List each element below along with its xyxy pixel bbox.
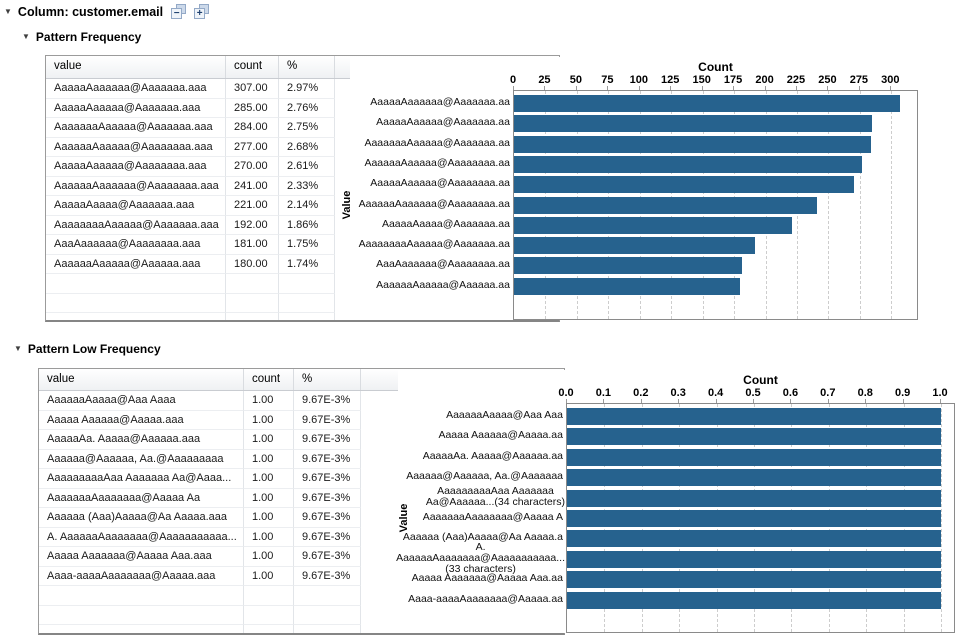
cell-value[interactable] [46, 274, 226, 294]
cell-percent[interactable]: 1.75% [279, 235, 335, 255]
column-header-count[interactable]: count [244, 369, 294, 390]
bar[interactable] [567, 449, 941, 466]
disclosure-triangle-icon[interactable]: ▼ [22, 32, 30, 41]
cell-count[interactable] [226, 294, 279, 314]
cell-percent[interactable] [279, 313, 335, 322]
bar[interactable] [567, 592, 941, 609]
column-outline-header [4, 4, 209, 19]
x-tick-label: 200 [755, 74, 774, 86]
cell-percent[interactable]: 1.74% [279, 255, 335, 275]
expand-all-icon[interactable] [194, 4, 209, 19]
cell-count[interactable]: 1.00 [244, 450, 294, 470]
column-header-value[interactable]: value [39, 369, 244, 390]
cell-percent[interactable]: 9.67E-3% [294, 528, 361, 548]
y-axis-label: AaaaaaAaaaaa@Aaaaaa.aa [376, 278, 510, 291]
pattern-frequency-header [22, 30, 141, 44]
cell-value[interactable] [39, 625, 244, 635]
cell-count[interactable]: 1.00 [244, 567, 294, 587]
collapse-all-minus: − [171, 8, 182, 19]
x-tick-label: 250 [818, 74, 837, 86]
bar[interactable] [514, 257, 742, 274]
x-tick-label: 0 [509, 74, 517, 86]
pattern-low-frequency-chart [398, 370, 957, 633]
y-axis-label: Aaaaa Aaaaaaa@Aaaaa Aaa.aa [411, 572, 563, 585]
y-axis-label: AaaaaaaaaAaa Aaaaaaa Aa@Aaaaaa...(34 characters) [425, 485, 565, 509]
count-axis-title: Count [698, 60, 733, 74]
bar[interactable] [567, 551, 941, 568]
cell-count[interactable] [244, 606, 294, 626]
cell-value[interactable]: AaaaaaAaaaaa@Aaaaaaaa.aaa [46, 138, 226, 158]
cell-percent[interactable]: 9.67E-3% [294, 411, 361, 431]
cell-count[interactable]: 180.00 [226, 255, 279, 275]
cell-percent[interactable]: 2.68% [279, 138, 335, 158]
x-tick-label: 125 [661, 74, 680, 86]
cell-percent[interactable]: 9.67E-3% [294, 430, 361, 450]
count-axis-title: Count [743, 373, 778, 387]
gridline [941, 404, 942, 632]
cell-percent[interactable] [279, 274, 335, 294]
y-axis-label: AaaaaAaaaaa@Aaaaaaa.aa [376, 116, 510, 129]
plot-area [513, 90, 918, 320]
x-tick-label: 225 [786, 74, 806, 86]
cell-value[interactable]: AaaaaAaaaaa@Aaaaaaaa.aaa [46, 157, 226, 177]
cell-percent[interactable]: 2.14% [279, 196, 335, 216]
cell-percent[interactable] [294, 625, 361, 635]
bar[interactable] [567, 571, 941, 588]
cell-percent[interactable]: 9.67E-3% [294, 547, 361, 567]
cell-percent[interactable]: 2.76% [279, 99, 335, 119]
pattern-low-frequency-header [14, 342, 161, 356]
cell-value[interactable]: Aaaaaa (Aaa)Aaaaa@Aa Aaaaa.aaa [39, 508, 244, 528]
cell-value[interactable]: AaaAaaaaaa@Aaaaaaaa.aaa [46, 235, 226, 255]
x-tick-label: 150 [692, 74, 711, 86]
cell-value[interactable] [46, 294, 226, 314]
cell-percent[interactable]: 2.97% [279, 79, 335, 99]
y-axis-label: AaaaaAaaaa@Aaaaaaa.aa [381, 217, 510, 230]
bar[interactable] [514, 136, 871, 153]
cell-count[interactable]: 1.00 [244, 489, 294, 509]
cell-percent[interactable]: 2.75% [279, 118, 335, 138]
cell-count[interactable]: 1.00 [244, 469, 294, 489]
cell-count[interactable]: 307.00 [226, 79, 279, 99]
cell-count[interactable]: 1.00 [244, 528, 294, 548]
cell-count[interactable]: 241.00 [226, 177, 279, 197]
section-title: Pattern Low Frequency [27, 342, 161, 356]
x-tick-label: 1.0 [932, 387, 948, 399]
cell-value[interactable]: Aaaaa Aaaaaaa@Aaaaa Aaa.aaa [39, 547, 244, 567]
y-axis-label: AaaaaAaaaaaa@Aaaaaaa.aa [370, 96, 510, 108]
bar[interactable] [514, 278, 740, 295]
x-tick-label: 0.7 [820, 387, 836, 399]
column-header-count[interactable]: count [226, 56, 279, 78]
cell-value[interactable] [46, 313, 226, 322]
y-axis-label: AaaaaaAaaaaaa@Aaaaaaaa.aa [358, 197, 510, 210]
gridline [891, 91, 892, 319]
cell-count[interactable] [226, 274, 279, 294]
collapse-all-icon[interactable] [171, 4, 186, 19]
cell-count[interactable]: 221.00 [226, 196, 279, 216]
cell-count[interactable]: 1.00 [244, 547, 294, 567]
bar[interactable] [514, 197, 817, 214]
cell-value[interactable]: AaaaaAa. Aaaaa@Aaaaaa.aaa [39, 430, 244, 450]
disclosure-triangle-icon[interactable]: ▼ [4, 6, 12, 16]
cell-percent[interactable]: 1.86% [279, 216, 335, 236]
section-title: Pattern Frequency [35, 30, 142, 44]
y-axis-label: AaaAaaaaaa@Aaaaaaaa.aa [376, 258, 510, 271]
column-header-pct[interactable]: % [279, 56, 335, 78]
y-axis-label: AaaaaaaAaaaaa@Aaaaaaa.aa [364, 136, 510, 149]
x-tick-label: 0.6 [782, 387, 799, 399]
cell-value[interactable]: AaaaaaAaaaa@Aaa Aaaa [39, 391, 244, 411]
cell-count[interactable] [244, 586, 294, 606]
column-header-value[interactable]: value [46, 56, 226, 78]
bar[interactable] [567, 490, 941, 507]
y-axis-label: AaaaaaaaAaaaaa@Aaaaaaa.aa [358, 238, 510, 251]
cell-count[interactable]: 1.00 [244, 430, 294, 450]
x-tick-label: 0.3 [670, 387, 686, 399]
cell-value[interactable]: AaaaaAaaaaa@Aaaaaaa.aaa [46, 99, 226, 119]
x-tick-label: 0.0 [558, 387, 574, 399]
cell-value[interactable]: AaaaaaAaaaaa@Aaaaaa.aaa [46, 255, 226, 275]
cell-count[interactable]: 192.00 [226, 216, 279, 236]
cell-value[interactable]: Aaaa-aaaaAaaaaaaa@Aaaaa.aaa [39, 567, 244, 587]
cell-count[interactable]: 1.00 [244, 508, 294, 528]
cell-value[interactable]: AaaaaAaaaaaa@Aaaaaaa.aaa [46, 79, 226, 99]
x-tick-label: 0.5 [745, 387, 761, 399]
x-tick-label: 175 [723, 74, 743, 86]
x-tick-label: 25 [538, 74, 551, 86]
cell-percent[interactable]: 9.67E-3% [294, 508, 361, 528]
y-axis-label: A. AaaaaaAaaaaaaa@Aaaaaaaaaaa... (33 characters) [396, 540, 565, 575]
cell-value[interactable]: AaaaaaAaaaaaa@Aaaaaaaa.aaa [46, 177, 226, 197]
cell-percent[interactable] [279, 294, 335, 314]
cell-percent[interactable]: 9.67E-3% [294, 489, 361, 509]
cell-count[interactable]: 1.00 [244, 391, 294, 411]
column-title: Column: customer.email [17, 4, 164, 19]
cell-percent[interactable]: 9.67E-3% [294, 469, 361, 489]
y-axis-label: Aaaaaa@Aaaaaa, Aa.@Aaaaaaa [406, 470, 563, 483]
cell-percent[interactable]: 2.61% [279, 157, 335, 177]
column-header-pct[interactable]: % [294, 369, 361, 390]
cell-count[interactable]: 277.00 [226, 138, 279, 158]
cell-value[interactable]: AaaaaAaaaa@Aaaaaaa.aaa [46, 196, 226, 216]
cell-count[interactable]: 270.00 [226, 157, 279, 177]
cell-value[interactable] [39, 586, 244, 606]
disclosure-triangle-icon[interactable]: ▼ [14, 344, 22, 353]
x-tick-label: 75 [601, 74, 614, 86]
x-tick-label: 0.9 [894, 387, 911, 399]
y-axis-label: AaaaaAa. Aaaaa@Aaaaaa.aa [422, 449, 563, 462]
cell-value[interactable]: AaaaaaaaaAaa Aaaaaaa Aa@Aaaa... [39, 469, 244, 489]
y-axis-label: AaaaaaaAaaaaaaa@Aaaaa A [422, 511, 563, 523]
value-axis-title: Value [341, 190, 353, 220]
bar[interactable] [514, 95, 900, 112]
cell-count[interactable] [244, 625, 294, 635]
x-tick-label: 0.1 [595, 387, 612, 399]
pattern-frequency-chart [341, 57, 918, 320]
expand-all-plus: + [194, 8, 205, 19]
cell-percent[interactable] [294, 586, 361, 606]
cell-value[interactable]: A. AaaaaaAaaaaaaa@Aaaaaaaaaaa... [39, 528, 244, 548]
x-tick-label: 100 [629, 74, 648, 86]
plot-area [566, 403, 955, 633]
cell-value[interactable] [39, 606, 244, 626]
x-tick-label: 300 [881, 74, 900, 86]
cell-count[interactable]: 285.00 [226, 99, 279, 119]
cell-percent[interactable]: 9.67E-3% [294, 391, 361, 411]
bar[interactable] [567, 510, 941, 527]
bar[interactable] [514, 176, 854, 193]
y-axis-label: Aaaa-aaaaAaaaaaaa@Aaaaa.aa [408, 592, 563, 605]
bar[interactable] [514, 156, 862, 173]
cell-value[interactable]: Aaaaa Aaaaaa@Aaaaa.aaa [39, 411, 244, 431]
x-tick-label: 0.8 [857, 387, 873, 399]
y-axis-label: Aaaaa Aaaaaa@Aaaaa.aa [438, 429, 563, 442]
y-axis-label: AaaaaAaaaaa@Aaaaaaaa.aa [370, 177, 510, 190]
x-tick-label: 50 [569, 74, 582, 86]
cell-count[interactable]: 181.00 [226, 235, 279, 255]
x-tick-label: 275 [849, 74, 869, 86]
cell-percent[interactable]: 2.33% [279, 177, 335, 197]
bar[interactable] [514, 217, 792, 234]
bar[interactable] [514, 237, 755, 254]
cell-percent[interactable]: 9.67E-3% [294, 450, 361, 470]
value-axis-title: Value [398, 503, 410, 533]
bar[interactable] [567, 428, 941, 445]
cell-value[interactable]: AaaaaaaAaaaaaaa@Aaaaa Aa [39, 489, 244, 509]
cell-count[interactable] [226, 313, 279, 322]
x-tick-label: 0.4 [707, 387, 724, 399]
bar[interactable] [567, 530, 941, 547]
y-axis-label: Aaaaaa (Aaa)Aaaaa@Aa Aaaaa.a [402, 531, 563, 544]
bar[interactable] [567, 408, 941, 425]
cell-count[interactable]: 284.00 [226, 118, 279, 138]
cell-value[interactable]: AaaaaaaaAaaaaa@Aaaaaaa.aaa [46, 216, 226, 236]
cell-count[interactable]: 1.00 [244, 411, 294, 431]
cell-value[interactable]: Aaaaaa@Aaaaaa, Aa.@Aaaaaaaaa [39, 450, 244, 470]
bar[interactable] [567, 469, 941, 486]
y-axis-label: AaaaaaAaaaa@Aaa Aaa [446, 409, 563, 421]
cell-percent[interactable] [294, 606, 361, 626]
cell-value[interactable]: AaaaaaaAaaaaa@Aaaaaaa.aaa [46, 118, 226, 138]
y-axis-label: AaaaaaAaaaaa@Aaaaaaaa.aa [364, 156, 510, 169]
cell-percent[interactable]: 9.67E-3% [294, 567, 361, 587]
x-tick-label: 0.2 [633, 387, 649, 399]
bar[interactable] [514, 115, 872, 132]
